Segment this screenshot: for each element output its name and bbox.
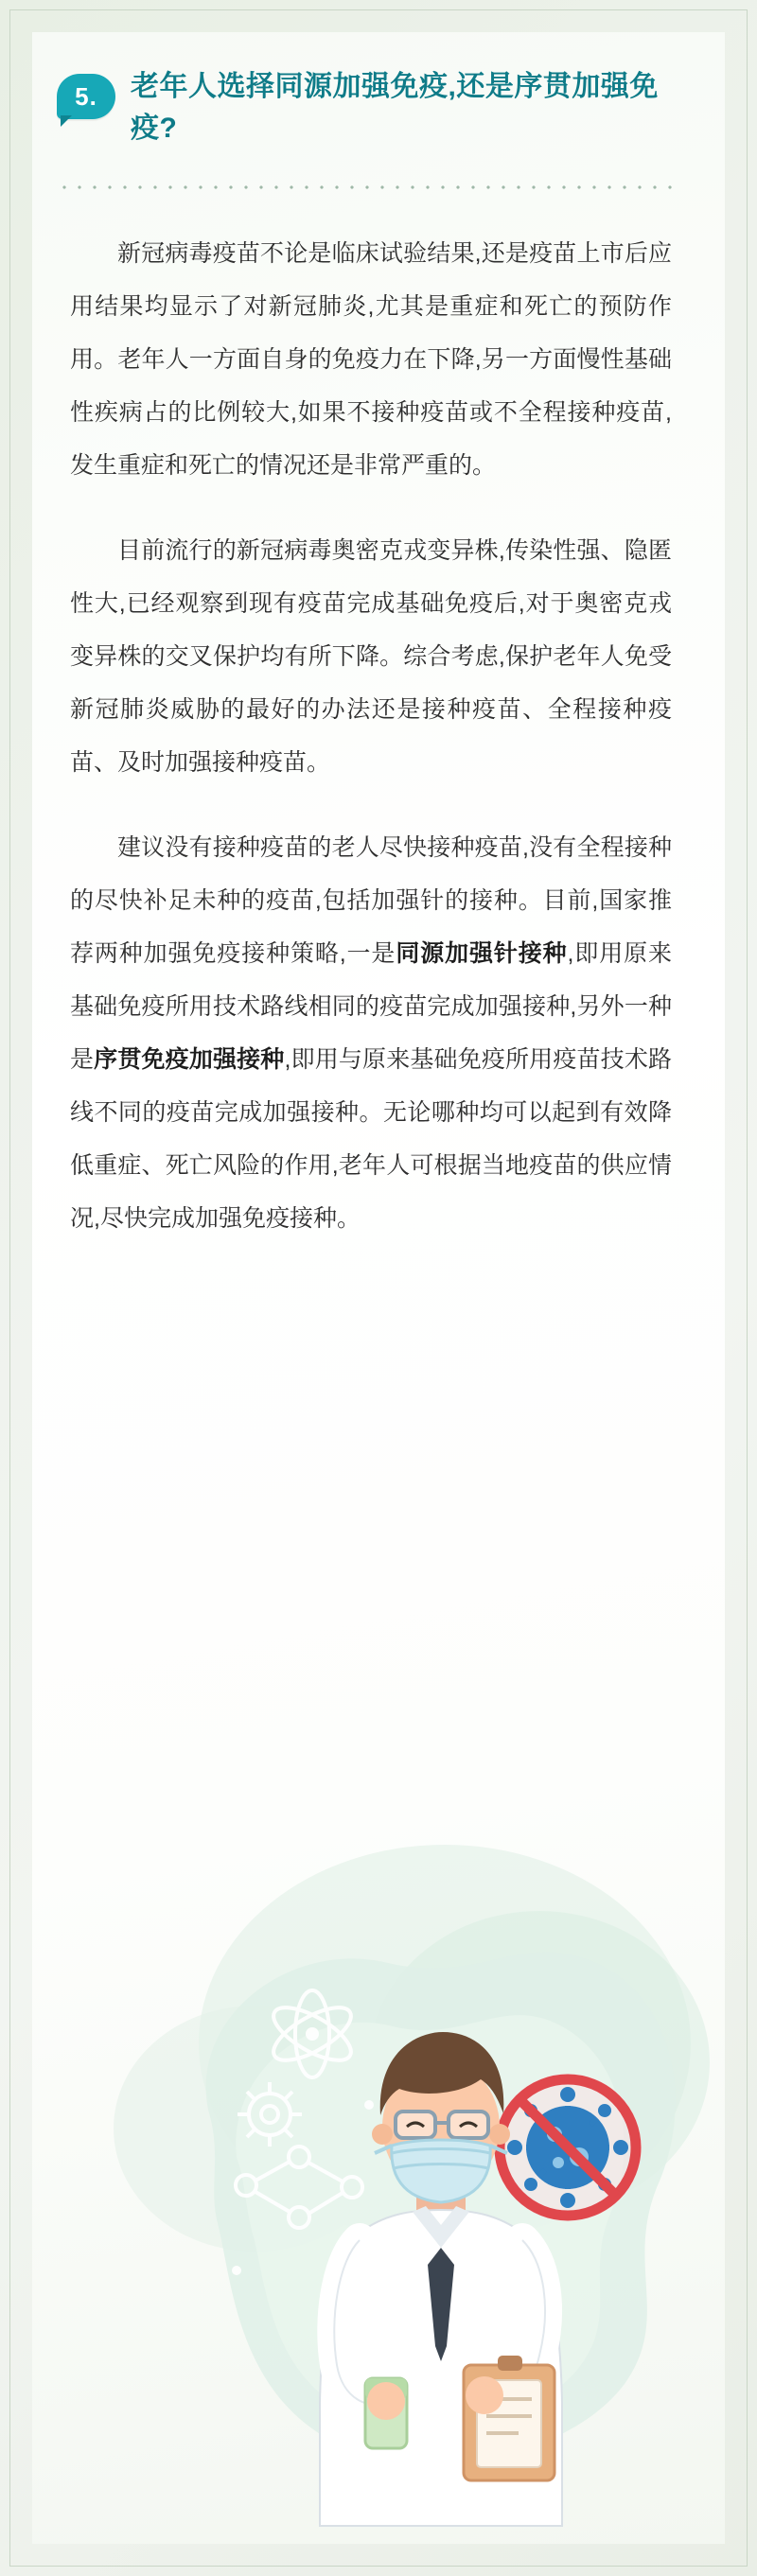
- page-title: 老年人选择同源加强免疫,还是序贯加强免疫?: [131, 71, 659, 144]
- right-hand: [466, 2376, 503, 2414]
- clipboard-icon: [464, 2356, 555, 2480]
- header: [57, 66, 681, 180]
- paragraph-3-part-2: ,即用原来基础免疫所用技术路线相同的疫苗完成加强接种,另外一种是: [70, 940, 672, 1073]
- paragraph-3-bold-2: 序贯免疫加强接种: [94, 1046, 285, 1073]
- paragraph-3: [70, 821, 672, 1245]
- article-body: [70, 227, 672, 1245]
- paragraph-3-bold-1: 同源加强针接种: [396, 940, 568, 967]
- paragraph-3-part-1: 建议没有接种疫苗的老人尽快接种疫苗,没有全程接种的尽快补足未种的疫苗,包括加强针的接种。目前,国家推荐两种加强免疫接种策略,一是: [70, 834, 672, 967]
- paragraph-1: 新冠病毒疫苗不论是临床试验结果,还是疫苗上市后应用结果均显示了对新冠肺炎,尤其是重症和死亡的预防作用。老年人一方面自身的免疫力在下降,另一方面慢性基础性疾病占的比例较大,如果不接种疫苗或不全程接种疫苗,发生重症和死亡的情况还是非常严重的。: [70, 240, 672, 479]
- dotted-divider: [57, 185, 681, 189]
- virus-prohibited-icon: [494, 2074, 642, 2221]
- badge-tail-shape: [61, 115, 72, 127]
- paragraph-2: 目前流行的新冠病毒奥密克戎变异株,传染性强、隐匿性大,已经观察到现有疫苗完成基础免疫后,对于奥密克戎变异株的交叉保护均有所下降。综合考虑,保护老年人免受新冠肺炎威胁的最好的办法还是接种疫苗、全程接种疫苗、及时加强接种疫苗。: [70, 537, 672, 776]
- paragraph-3-part-3: ,即用与原来基础免疫所用疫苗技术路线不同的疫苗完成加强接种。无论哪种均可以起到有效降低重症、死亡风险的作用,老年人可根据当地疫苗的供应情况,尽快完成加强免疫接种。: [70, 1046, 672, 1232]
- section-number-badge: 5.: [57, 74, 115, 119]
- illustration: [180, 1873, 710, 2535]
- left-hand: [367, 2382, 405, 2420]
